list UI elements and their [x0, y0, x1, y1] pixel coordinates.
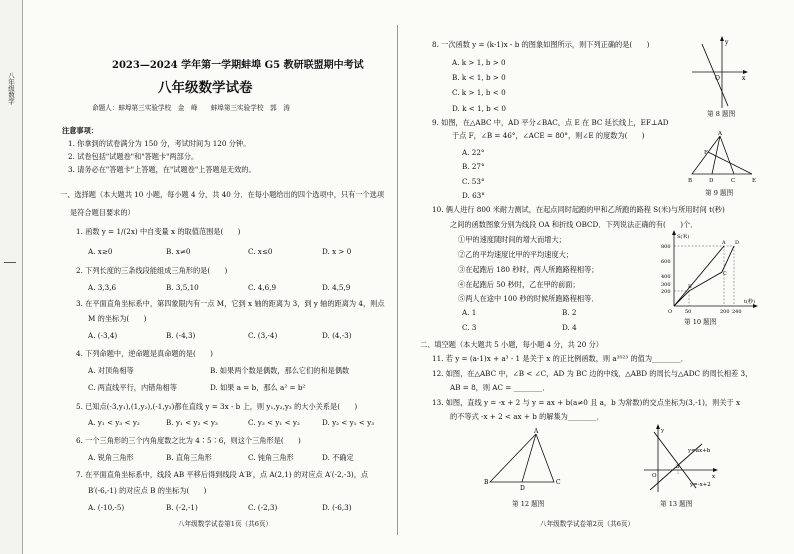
point-label: B — [688, 178, 693, 184]
page-divider — [397, 25, 398, 535]
option: A. (-3,4) — [88, 331, 118, 340]
statement: ②乙的平均速度比甲的平均速度大； — [458, 250, 574, 259]
option: D. 63° — [462, 191, 485, 200]
option: A. x≥0 — [88, 247, 113, 256]
option: D. (-6,3) — [322, 503, 352, 512]
option: A. 对顶角相等 — [88, 366, 134, 375]
option: B. x≠0 — [166, 247, 191, 256]
tick-label: 800 — [661, 244, 671, 250]
axis-label: x — [712, 474, 716, 480]
point-label: E — [752, 178, 757, 184]
option: A. y₁ < y₃ < y₂ — [88, 418, 140, 427]
exam-title: 2023—2024 学年第一学期蚌埠 G5 教研联盟期中考试 — [112, 60, 364, 71]
point-label: C — [731, 178, 736, 184]
question-stem: 3. 在平面直角坐标系中，第四象限内有一点 M，它到 x 轴的距离为 3，到 y 轴的距离为 4，则点 — [76, 299, 385, 308]
option: D. 如果 a = b，那么 a² = b² — [210, 383, 306, 392]
figure-q8 — [688, 36, 748, 111]
statement: ①甲的速度随时间的增大而增大； — [458, 235, 566, 244]
page-footer: 八年级数学试卷第2页（共6页） — [540, 520, 635, 528]
tick-label: O — [668, 309, 673, 315]
point-label: A — [718, 131, 722, 137]
option: D. y₂ < y₁ < y₃ — [322, 418, 375, 427]
note-item: 2. 试卷包括"试题卷"和"答题卡"两部分。 — [68, 152, 199, 161]
point-label: B — [688, 284, 692, 290]
question-stem: 6. 一个三角形的三个内角度数之比为 4∶5∶6，则这个三角形是( ) — [76, 436, 301, 445]
tick-label: 600 — [661, 259, 671, 265]
section1-heading-cont: 是符合题目要求的） — [70, 208, 135, 217]
option: A. (-10,-5) — [88, 503, 125, 512]
option: D. 不确定 — [322, 453, 354, 462]
option: B. 直角三角形 — [166, 453, 212, 462]
question-stem: 13. 如图，直线 y = -x + 2 与 y = ax + b(a≠0 且 a，b 为常数)的交点坐标为(3,-1)，则关于 x — [432, 398, 741, 407]
figure-q13 — [640, 424, 720, 494]
sidebar-label: 八年级数学 — [7, 72, 15, 105]
question-stem: 8. 一次函数 y = (k-1)x - b 的图象如图所示，则下列正确的是( ) — [432, 40, 650, 49]
option: A. 1 — [462, 308, 477, 317]
point-label: C — [723, 271, 727, 277]
exam-subtitle: 八年级数学试卷 — [158, 80, 253, 96]
line-label: y=-x+2 — [690, 482, 711, 488]
statement: ④在起跑后 50 秒时，乙在甲的前面； — [458, 280, 580, 289]
option: B. 2 — [562, 308, 577, 317]
axis-label: x — [742, 75, 746, 82]
option: C. 53° — [462, 177, 485, 186]
question-stem: 2. 下列长度的三条线段能组成三角形的是( ) — [76, 266, 228, 275]
question-stem-cont: 之间的函数图象分别为线段 OA 和折线 OBCD．下列说法正确的有( )个． — [450, 220, 698, 229]
statement: ⑤两人在途中 100 秒的时候所跑路程相等． — [458, 294, 599, 303]
statement: ③在起跑后 180 秒时，两人所跑路程相等； — [458, 265, 599, 274]
option: C. y₃ < y₁ < y₂ — [248, 418, 300, 427]
figure-q9 — [686, 131, 766, 184]
axis-label: y — [725, 39, 729, 46]
question-stem-cont: M 的坐标为( ) — [88, 314, 147, 323]
point-label: D — [709, 178, 714, 184]
question-stem-cont: B′(-6,-1) 的对应点 B 的坐标为( ) — [88, 486, 207, 495]
option: A. 22° — [462, 148, 485, 157]
figure-caption: 第 13 题图 — [660, 500, 693, 508]
question-stem-cont: 的不等式 -x + 2 < ax + b 的解集为________． — [450, 412, 604, 421]
question-stem: 7. 在平面直角坐标系中，线段 AB 平移后得到线段 A′B′，点 A(2,1) 的对应点 A′(-2,-3)，点 — [76, 470, 369, 479]
point-label: A — [534, 428, 539, 435]
note-item: 3. 请务必在"答题卡"上答题，在"试题卷"上答题是无效的。 — [68, 165, 256, 174]
figure-caption: 第 9 题图 — [705, 189, 734, 197]
option: C. 4,6,9 — [248, 283, 277, 292]
point-label: 3 — [676, 464, 680, 470]
authors-line: 命题人：蚌埠第三实验学校 金 峰 蚌埠第三实验学校 郭 涛 — [92, 104, 290, 112]
option: B. 3,5,10 — [166, 283, 199, 292]
question-stem: 12. 如图，在△ABC 中，∠B < ∠C，AD 为 BC 边的中线，△ABD 的周长与△ADC 的周长相差 3， — [432, 369, 753, 378]
point-label: D — [520, 485, 525, 492]
option: B. 如果两个数是偶数，那么它们的和是偶数 — [210, 366, 350, 375]
question-stem: 5. 已知点(-3,y₁),(1,y₂),(-1,y₃)都在直线 y = 3x - b 上，则 y₁,y₂,y₃ 的大小关系是( ) — [76, 402, 358, 411]
option: C. 3 — [462, 323, 477, 332]
page-footer: 八年级数学试卷第1页（共6页） — [178, 520, 273, 528]
option: A. k > 1, b > 0 — [452, 58, 506, 67]
option: B. 27° — [462, 162, 485, 171]
option: C. (-2,3) — [248, 503, 278, 512]
axis-label: y — [661, 428, 665, 434]
question-stem: 11. 若 y = (a-1)x + a³ - 1 是关于 x 的正比例函数，则 a²⁰²³ 的值为________． — [432, 354, 688, 363]
point-label: D — [735, 240, 740, 246]
point-label: C — [556, 479, 561, 486]
question-stem: 10. 俩人进行 800 米耐力测试，在起点同时起跑的甲和乙所跑的路程 S(米)与所用时间 t(秒) — [432, 205, 725, 214]
question-stem-cont: 于点 F，∠B = 46°，∠ACE = 80°，则∠E 的度数为( ) — [452, 131, 645, 140]
figure-caption: 第 10 题图 — [684, 318, 717, 326]
option: A. 锐角三角形 — [88, 453, 134, 462]
question-stem-cont: AB = 8，则 AC = ________． — [450, 383, 550, 392]
section1-heading: 一、选择题（本大题共 10 小题，每小题 4 分，共 40 分．在每小题给出的四个选项中，只有一个选项 — [60, 190, 385, 199]
binding-sidebar — [0, 0, 23, 554]
figure-caption: 第 12 题图 — [512, 500, 545, 508]
option: B. k < 1, b > 0 — [452, 73, 506, 82]
tick-label: 300 — [661, 282, 671, 288]
option: C. k > 1, b < 0 — [452, 88, 506, 97]
tick-label: 200 — [720, 309, 730, 315]
tick-label: 240 — [732, 309, 742, 315]
tick-label: 400 — [661, 274, 671, 280]
option: D. (4,-3) — [322, 331, 352, 340]
option: D. k < 1, b < 0 — [452, 104, 506, 113]
origin-label: O — [715, 75, 720, 82]
option: C. x≤0 — [248, 247, 273, 256]
figure-q10 — [661, 230, 759, 315]
option: D. x > 0 — [322, 247, 352, 256]
line-label: y=ax+b — [688, 448, 711, 454]
tick-label: 200 — [661, 289, 671, 295]
option: A. 3,3,6 — [88, 283, 117, 292]
figure-q12 — [482, 430, 572, 490]
point-label: B — [484, 479, 489, 486]
point-label: F — [704, 150, 708, 156]
axis-label: t(秒) — [744, 299, 755, 305]
option: D. 4,5,9 — [322, 283, 351, 292]
question-stem: 4. 下列命题中，逆命题是真命题的是( ) — [76, 349, 213, 358]
option: D. 4 — [562, 323, 577, 332]
figure-caption: 第 8 题图 — [707, 110, 736, 118]
option: C. (3,-4) — [248, 331, 278, 340]
question-stem: 9. 如图，在△ABC 中，AD 平分∠BAC，点 E 在 BC 延长线上，EF⊥AD — [432, 118, 669, 127]
binding-mark — [4, 262, 16, 263]
note-item: 1. 你拿到的试卷满分为 150 分，考试时间为 120 分钟。 — [68, 139, 251, 148]
question-stem: 1. 函数 y = 1/(2x) 中自变量 x 的取值范围是( ) — [76, 227, 241, 236]
notes-heading: 注意事项： — [62, 126, 98, 135]
axis-label: S(米) — [677, 234, 690, 240]
section2-heading: 二、填空题（本大题共 5 小题，每小题 4 分，共 20 分） — [420, 340, 603, 349]
option: B. (-2,-1) — [166, 503, 198, 512]
tick-label: 50 — [685, 309, 692, 315]
option: C. 两直线平行，内错角相等 — [88, 383, 177, 392]
option: B. (-4,3) — [166, 331, 196, 340]
point-label: A — [722, 240, 726, 246]
option: B. y₁ < y₂ < y₃ — [166, 418, 218, 427]
origin-label: O — [652, 473, 657, 479]
option: C. 钝角三角形 — [248, 453, 294, 462]
